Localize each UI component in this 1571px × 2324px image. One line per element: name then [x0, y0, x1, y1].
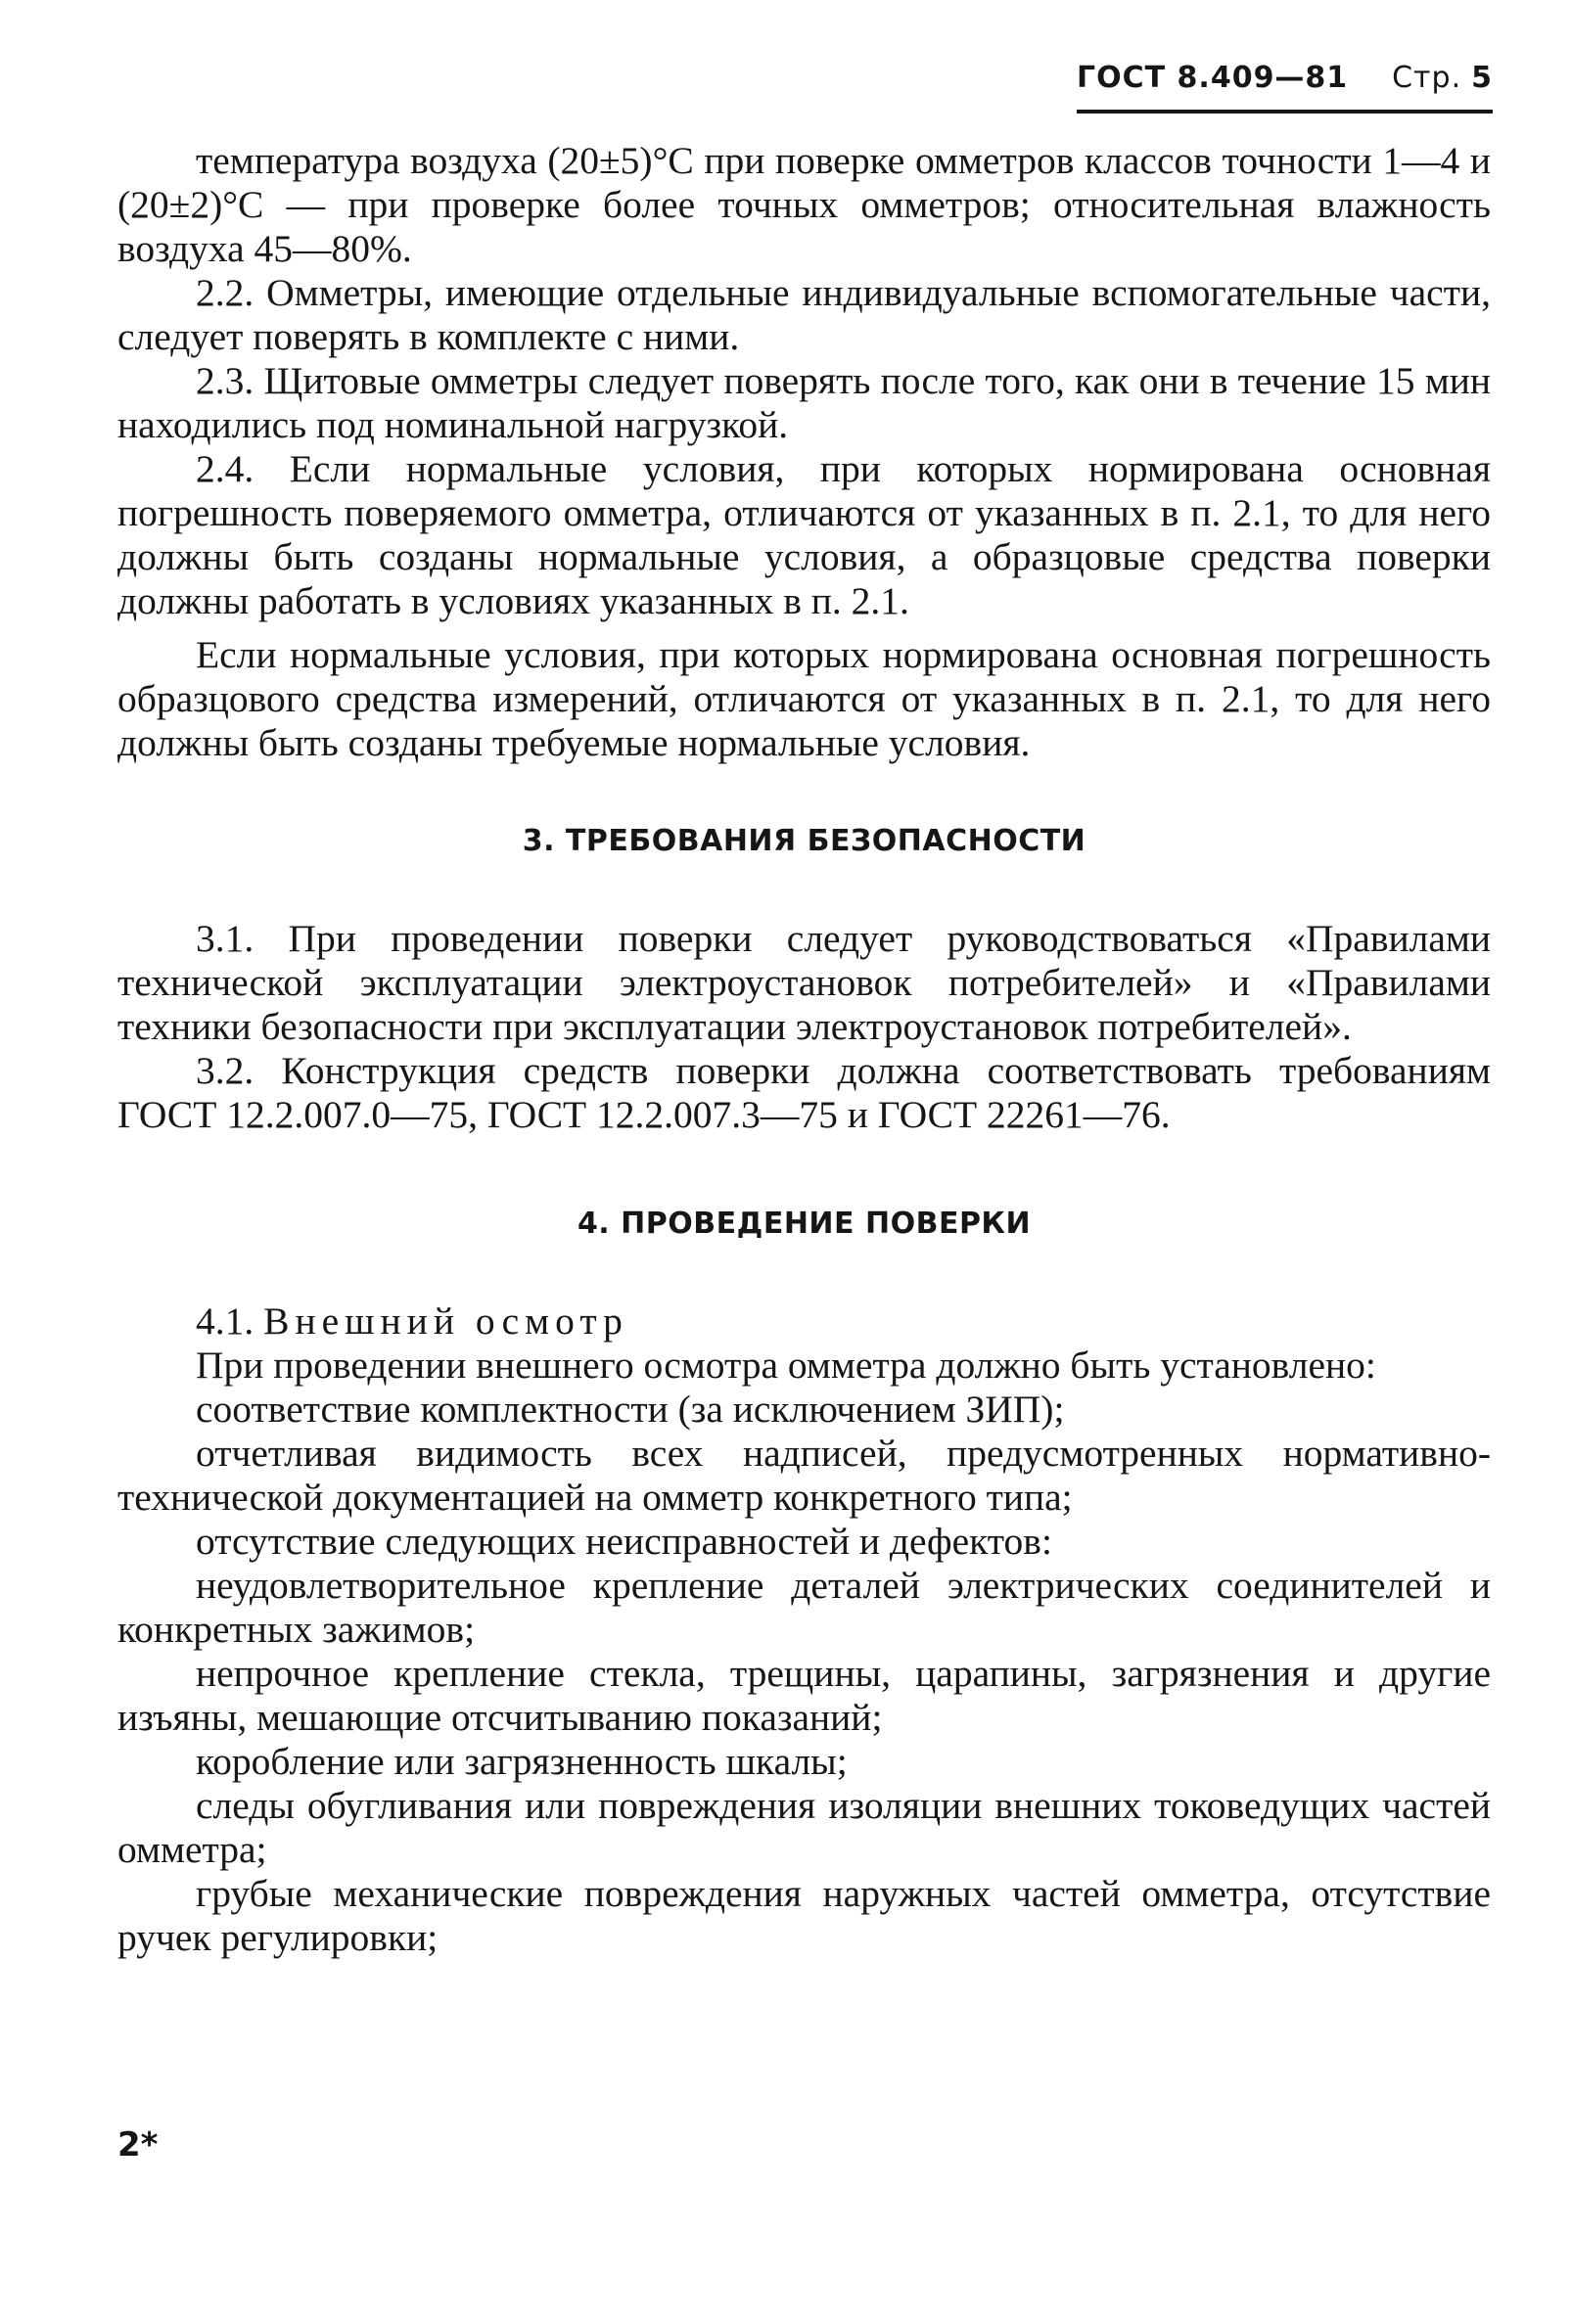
paragraph-3-2: 3.2. Конструкция средств поверки должна соответствовать требованиям ГОСТ 12.2.007.0—75, ГОСТ 12.2.007.3—75 и ГОСТ 22261—76. [117, 1049, 1491, 1136]
subsection-number: 4.1. [196, 1299, 254, 1343]
inspection-item: отсутствие следующих неисправностей и дефектов: [196, 1520, 1052, 1563]
paragraph-conditions: температура воздуха (20±5)°С при поверке омметров классов точности 1—4 и (20±2)°С — при проверке более точных омметров; относительная влажность воздуха 45—80%. [117, 139, 1491, 270]
section-3-heading: 3. ТРЕБОВАНИЯ БЕЗОПАСНОСТИ [522, 824, 1086, 858]
inspection-intro: При проведении внешнего осмотра омметра должно быть установлено: [196, 1344, 1376, 1387]
page-indicator [1392, 61, 1493, 95]
inspection-item: следы обугливания или повреждения изоляции внешних токоведущих частей омметра; [117, 1784, 1491, 1871]
standard-number: ГОСТ 8.409—81 [1077, 61, 1349, 95]
inspection-item: непрочное крепление стекла, трещины, царапины, загрязнения и другие изъяны, мешающие отсчитыванию показаний; [117, 1652, 1491, 1739]
page-number: 5 [1471, 61, 1493, 95]
page-label: Стр. [1392, 61, 1462, 95]
page-header [1077, 61, 1493, 112]
spacer [117, 1137, 1491, 1202]
spacer [117, 1246, 1491, 1299]
inspection-item: соответствие комплектности (за исключением ЗИП); [196, 1388, 1065, 1431]
inspection-item: отчетливая видимость всех надписей, предусмотренных нормативно-технической документацией на омметр конкретного типа; [117, 1432, 1491, 1519]
paragraph-2-4: 2.4. Если нормальные условия, при которых нормирована основная погрешность поверяемого омметра, отличаются от указанных в п. 2.1, то для него должны быть созданы нормальные условия, а образцовые средства поверки должны работать в условиях указанных в п. 2.1. [117, 447, 1491, 622]
spacer [117, 623, 1491, 633]
subsection-4-1-title [117, 1299, 1491, 1344]
section-4-heading: 4. ПРОВЕДЕНИЕ ПОВЕРКИ [577, 1207, 1032, 1241]
spacer [117, 765, 1491, 819]
header-rule [1077, 110, 1493, 114]
inspection-item: грубые механические повреждения наружных частей омметра, отсутствие ручек регулировки; [117, 1872, 1491, 1959]
document-body [117, 139, 1491, 1960]
subsection-title: Внешний осмотр [263, 1299, 628, 1343]
paragraph-2-3: 2.3. Щитовые омметры следует поверять после того, как они в течение 15 мин находились под номинальной нагрузкой. [117, 359, 1491, 446]
spacer [117, 863, 1491, 917]
paragraph-2-2: 2.2. Омметры, имеющие отдельные индивидуальные вспомогательные части, следует поверять в комплекте с ними. [117, 271, 1491, 358]
inspection-item: коробление или загрязненность шкалы; [196, 1740, 848, 1783]
paragraph-3-1: 3.1. При проведении поверки следует руководствоваться «Правилами технической эксплуатации электроустановок потребителей» и «Правилами техники безопасности при эксплуатации электроустановок потребителей». [117, 917, 1491, 1048]
signature-mark: 2* [117, 2125, 159, 2165]
inspection-item: неудовлетворительное крепление деталей электрических соединителей и конкретных зажимов; [117, 1564, 1491, 1651]
paragraph-2-4-continued: Если нормальные условия, при которых нормирована основная погрешность образцового средства измерений, отличаются от указанных в п. 2.1, то для него должны быть созданы требуемые нормальные условия. [117, 633, 1491, 764]
